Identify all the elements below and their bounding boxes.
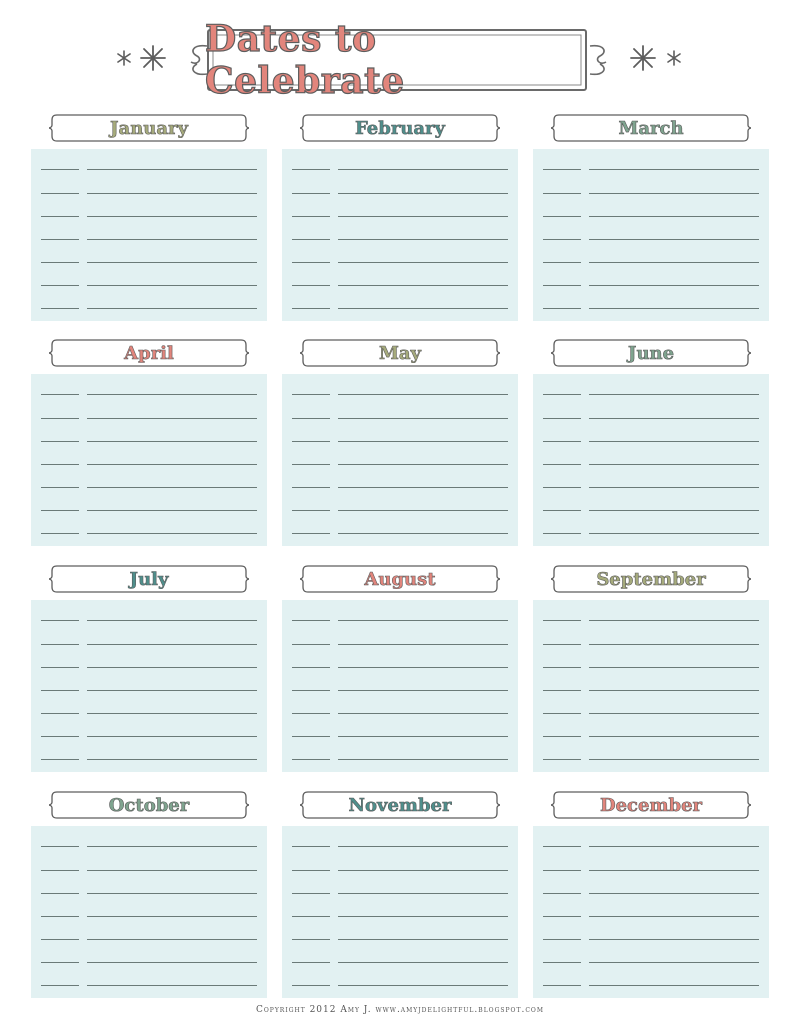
occasion-line[interactable] [338,870,508,871]
occasion-line[interactable] [87,644,257,645]
date-line[interactable] [41,962,79,963]
occasion-line[interactable] [338,759,508,760]
occasion-line[interactable] [338,464,508,465]
month-label-box [551,113,751,143]
month-entry-panel [533,149,769,321]
right-curl-ornament [588,40,614,80]
asterisk-icon [116,50,132,66]
month-label-box [551,338,751,368]
date-line[interactable] [543,870,581,871]
date-line[interactable] [41,193,79,194]
occasion-line[interactable] [338,262,508,263]
date-line[interactable] [292,193,330,194]
date-line[interactable] [543,962,581,963]
date-line[interactable] [543,418,581,419]
month-name: February [354,117,445,139]
date-line[interactable] [41,644,79,645]
occasion-line[interactable] [589,759,759,760]
date-line[interactable] [41,939,79,940]
month-name: May [378,342,422,364]
date-line[interactable] [41,690,79,691]
date-line[interactable] [292,239,330,240]
month-block-june [533,338,769,550]
occasion-line[interactable] [338,962,508,963]
date-line[interactable] [543,620,581,621]
date-line[interactable] [41,667,79,668]
date-line[interactable] [543,644,581,645]
date-line[interactable] [292,464,330,465]
sparkle-icon [140,45,166,71]
month-label-box [49,338,249,368]
occasion-line[interactable] [589,667,759,668]
month-label-box [300,338,500,368]
occasion-line[interactable] [87,939,257,940]
occasion-line[interactable] [87,916,257,917]
month-entry-panel [31,374,267,546]
date-line[interactable] [292,533,330,534]
occasion-line[interactable] [338,713,508,714]
month-label-box [49,564,249,594]
date-line[interactable] [543,285,581,286]
occasion-line[interactable] [338,510,508,511]
date-line[interactable] [41,985,79,986]
month-name: September [596,568,706,590]
occasion-line[interactable] [589,441,759,442]
date-line[interactable] [543,533,581,534]
occasion-line[interactable] [338,285,508,286]
occasion-line[interactable] [338,239,508,240]
month-label-box [551,790,751,820]
month-entry-panel [282,600,518,772]
month-entry-panel [533,374,769,546]
date-line[interactable] [543,464,581,465]
date-line[interactable] [292,487,330,488]
date-line[interactable] [292,510,330,511]
occasion-line[interactable] [338,690,508,691]
occasion-line[interactable] [338,916,508,917]
date-line[interactable] [41,285,79,286]
date-line[interactable] [41,893,79,894]
month-block-july [31,564,267,776]
occasion-line[interactable] [589,985,759,986]
date-line[interactable] [292,759,330,760]
month-name: March [618,117,684,139]
date-line[interactable] [543,262,581,263]
date-line[interactable] [41,464,79,465]
date-line[interactable] [543,759,581,760]
month-label-box [551,564,751,594]
occasion-line[interactable] [338,169,508,170]
date-line[interactable] [41,239,79,240]
month-entry-panel [282,149,518,321]
month-block-may [282,338,518,550]
month-label-box [49,113,249,143]
occasion-line[interactable] [589,533,759,534]
occasion-line[interactable] [87,667,257,668]
date-line[interactable] [292,169,330,170]
occasion-line[interactable] [589,216,759,217]
occasion-line[interactable] [589,239,759,240]
date-line[interactable] [543,510,581,511]
date-line[interactable] [41,510,79,511]
occasion-line[interactable] [338,893,508,894]
occasion-line[interactable] [87,846,257,847]
month-block-september [533,564,769,776]
date-line[interactable] [543,169,581,170]
occasion-line[interactable] [589,916,759,917]
date-line[interactable] [543,985,581,986]
date-line[interactable] [543,239,581,240]
date-line[interactable] [41,418,79,419]
sparkle-icon [630,45,656,71]
occasion-line[interactable] [589,285,759,286]
date-line[interactable] [41,620,79,621]
date-line[interactable] [543,394,581,395]
month-label-box [49,790,249,820]
month-name: August [364,568,436,590]
occasion-line[interactable] [338,736,508,737]
date-line[interactable] [292,916,330,917]
occasion-line[interactable] [87,533,257,534]
date-line[interactable] [292,262,330,263]
occasion-line[interactable] [589,846,759,847]
occasion-line[interactable] [87,759,257,760]
month-name: June [627,342,675,364]
date-line[interactable] [543,846,581,847]
occasion-line[interactable] [589,193,759,194]
occasion-line[interactable] [87,262,257,263]
date-line[interactable] [292,285,330,286]
month-block-january [31,113,267,325]
month-name: October [108,794,190,816]
date-line[interactable] [41,736,79,737]
date-line[interactable] [292,216,330,217]
month-block-february [282,113,518,325]
date-line[interactable] [292,846,330,847]
occasion-line[interactable] [87,169,257,170]
date-line[interactable] [292,893,330,894]
page-title: Dates to Celebrate [205,18,405,102]
occasion-line[interactable] [338,846,508,847]
month-block-march [533,113,769,325]
occasion-line[interactable] [338,308,508,309]
occasion-line[interactable] [589,262,759,263]
month-label-box [300,113,500,143]
occasion-line[interactable] [87,239,257,240]
occasion-line[interactable] [338,441,508,442]
month-label-box [300,790,500,820]
occasion-line[interactable] [87,870,257,871]
occasion-line[interactable] [589,893,759,894]
occasion-line[interactable] [589,713,759,714]
month-name: January [110,117,188,139]
date-line[interactable] [292,736,330,737]
date-line[interactable] [543,193,581,194]
month-block-august [282,564,518,776]
occasion-line[interactable] [338,216,508,217]
date-line[interactable] [543,487,581,488]
occasion-line[interactable] [87,216,257,217]
date-line[interactable] [292,870,330,871]
occasion-line[interactable] [589,308,759,309]
date-line[interactable] [543,939,581,940]
occasion-line[interactable] [87,441,257,442]
occasion-line[interactable] [589,620,759,621]
occasion-line[interactable] [87,308,257,309]
date-line[interactable] [41,916,79,917]
occasion-line[interactable] [87,620,257,621]
occasion-line[interactable] [589,169,759,170]
date-line[interactable] [543,893,581,894]
asterisk-icon [666,50,682,66]
occasion-line[interactable] [87,193,257,194]
occasion-line[interactable] [338,193,508,194]
date-line[interactable] [41,487,79,488]
month-name: November [348,794,452,816]
date-line[interactable] [543,736,581,737]
month-block-november [282,790,518,1002]
month-name: April [124,342,174,364]
date-line[interactable] [292,962,330,963]
date-line[interactable] [41,759,79,760]
month-block-october [31,790,267,1002]
date-line[interactable] [41,533,79,534]
date-line[interactable] [41,713,79,714]
month-entry-panel [31,600,267,772]
occasion-line[interactable] [338,667,508,668]
date-line[interactable] [41,216,79,217]
occasion-line[interactable] [87,464,257,465]
occasion-line[interactable] [87,985,257,986]
date-line[interactable] [292,939,330,940]
date-line[interactable] [292,644,330,645]
month-block-december [533,790,769,1002]
occasion-line[interactable] [589,510,759,511]
occasion-line[interactable] [589,962,759,963]
occasion-line[interactable] [338,418,508,419]
date-line[interactable] [292,308,330,309]
date-line[interactable] [41,262,79,263]
occasion-line[interactable] [589,464,759,465]
copyright-footer: Copyright 2012 Amy J. www.amyjdelightful.blogspot.com [256,1005,544,1015]
occasion-line[interactable] [87,736,257,737]
occasion-line[interactable] [87,394,257,395]
occasion-line[interactable] [87,510,257,511]
date-line[interactable] [292,418,330,419]
occasion-line[interactable] [589,418,759,419]
date-line[interactable] [41,169,79,170]
date-line[interactable] [41,870,79,871]
date-line[interactable] [41,846,79,847]
date-line[interactable] [41,394,79,395]
date-line[interactable] [41,441,79,442]
occasion-line[interactable] [589,487,759,488]
occasion-line[interactable] [87,962,257,963]
occasion-line[interactable] [338,394,508,395]
occasion-line[interactable] [589,939,759,940]
page-header [0,0,800,100]
occasion-line[interactable] [589,690,759,691]
month-entry-panel [533,600,769,772]
occasion-line[interactable] [589,644,759,645]
date-line[interactable] [543,690,581,691]
occasion-line[interactable] [338,985,508,986]
date-line[interactable] [543,713,581,714]
occasion-line[interactable] [338,533,508,534]
month-entry-panel [533,826,769,998]
occasion-line[interactable] [87,690,257,691]
occasion-line[interactable] [338,620,508,621]
date-line[interactable] [543,916,581,917]
occasion-line[interactable] [338,644,508,645]
occasion-line[interactable] [87,893,257,894]
occasion-line[interactable] [589,394,759,395]
date-line[interactable] [292,667,330,668]
occasion-line[interactable] [87,487,257,488]
date-line[interactable] [543,441,581,442]
month-entry-panel [31,149,267,321]
occasion-line[interactable] [338,487,508,488]
date-line[interactable] [292,985,330,986]
date-line[interactable] [292,620,330,621]
occasion-line[interactable] [87,418,257,419]
month-entry-panel [282,826,518,998]
month-name: July [129,568,169,590]
occasion-line[interactable] [338,939,508,940]
month-entry-panel [282,374,518,546]
month-name: December [599,794,703,816]
date-line[interactable] [292,394,330,395]
date-line[interactable] [543,216,581,217]
occasion-line[interactable] [87,713,257,714]
occasion-line[interactable] [87,285,257,286]
date-line[interactable] [41,308,79,309]
month-entry-panel [31,826,267,998]
occasion-line[interactable] [589,870,759,871]
date-line[interactable] [292,690,330,691]
month-block-april [31,338,267,550]
date-line[interactable] [292,441,330,442]
month-label-box [300,564,500,594]
date-line[interactable] [543,667,581,668]
date-line[interactable] [543,308,581,309]
occasion-line[interactable] [589,736,759,737]
date-line[interactable] [292,713,330,714]
